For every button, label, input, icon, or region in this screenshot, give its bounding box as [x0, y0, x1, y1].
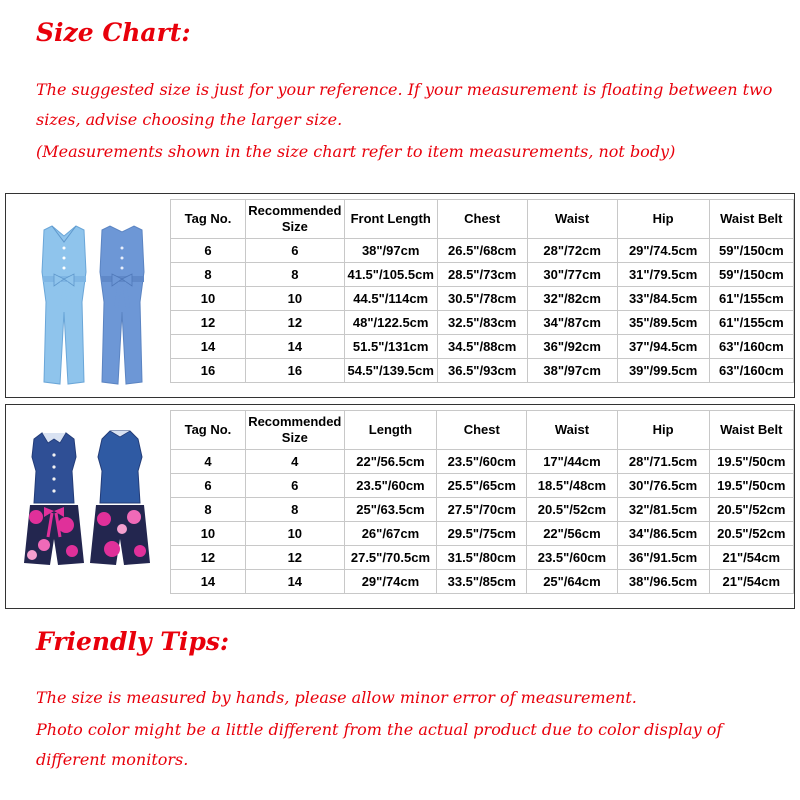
cell-waist-belt: 63"/160cm	[709, 359, 793, 383]
cell-length: 25"/63.5cm	[344, 498, 437, 522]
cell-hip: 32"/81.5cm	[617, 498, 709, 522]
cell-waist-belt: 21"/54cm	[709, 570, 793, 594]
cell-tag: 14	[171, 335, 246, 359]
cell-tag: 10	[171, 287, 246, 311]
romper-image	[14, 413, 164, 603]
cell-recommended: 12	[245, 546, 344, 570]
cell-chest: 26.5"/68cm	[437, 239, 527, 263]
tip-line-1: The size is measured by hands, please allow minor error of measurement.	[36, 688, 637, 707]
cell-tag: 6	[171, 474, 246, 498]
header-recommended-size: Recommended Size	[245, 411, 344, 450]
header-waist-belt: Waist Belt	[709, 411, 793, 450]
cell-length: 51.5"/131cm	[344, 335, 437, 359]
cell-hip: 33"/84.5cm	[617, 287, 709, 311]
header-recommended-size: Recommended Size	[245, 200, 344, 239]
cell-waist-belt: 19.5"/50cm	[709, 450, 793, 474]
cell-recommended: 8	[245, 498, 344, 522]
cell-tag: 8	[171, 263, 246, 287]
cell-length: 23.5"/60cm	[344, 474, 437, 498]
cell-waist-belt: 20.5"/52cm	[709, 498, 793, 522]
header-hip: Hip	[617, 411, 709, 450]
table-header-row	[171, 200, 794, 239]
header-chest: Chest	[437, 411, 527, 450]
cell-waist: 28"/72cm	[527, 239, 617, 263]
cell-waist-belt: 63"/160cm	[709, 335, 793, 359]
header-tag-no: Tag No.	[171, 200, 246, 239]
cell-recommended: 8	[245, 263, 344, 287]
cell-length: 41.5"/105.5cm	[344, 263, 437, 287]
cell-hip: 39"/99.5cm	[617, 359, 709, 383]
size-panel-jumpsuit	[5, 193, 795, 398]
table-row	[171, 498, 794, 522]
table-row	[171, 239, 794, 263]
cell-hip: 30"/76.5cm	[617, 474, 709, 498]
header-front-length: Front Length	[344, 200, 437, 239]
product-photo-romper	[14, 413, 164, 603]
cell-recommended: 12	[245, 311, 344, 335]
cell-waist-belt: 20.5"/52cm	[709, 522, 793, 546]
cell-recommended: 6	[245, 474, 344, 498]
cell-waist-belt: 59"/150cm	[709, 263, 793, 287]
cell-waist-belt: 61"/155cm	[709, 287, 793, 311]
header-waist-belt: Waist Belt	[709, 200, 793, 239]
cell-length: 29"/74cm	[344, 570, 437, 594]
cell-recommended: 16	[245, 359, 344, 383]
header-waist: Waist	[527, 200, 617, 239]
cell-waist: 20.5"/52cm	[527, 498, 617, 522]
table-row	[171, 359, 794, 383]
cell-recommended: 4	[245, 450, 344, 474]
cell-chest: 33.5"/85cm	[437, 570, 527, 594]
size-chart-title: Size Chart:	[36, 18, 191, 47]
cell-waist-belt: 21"/54cm	[709, 546, 793, 570]
cell-waist: 34"/87cm	[527, 311, 617, 335]
cell-hip: 34"/86.5cm	[617, 522, 709, 546]
cell-waist: 18.5"/48cm	[527, 474, 617, 498]
cell-hip: 38"/96.5cm	[617, 570, 709, 594]
cell-length: 48"/122.5cm	[344, 311, 437, 335]
size-note-line-1: The suggested size is just for your reference. If your measurement is floating between two	[36, 80, 773, 99]
header-tag-no: Tag No.	[171, 411, 246, 450]
cell-chest: 25.5"/65cm	[437, 474, 527, 498]
table-row	[171, 522, 794, 546]
table-row	[171, 287, 794, 311]
cell-waist: 38"/97cm	[527, 359, 617, 383]
table-row	[171, 570, 794, 594]
cell-chest: 34.5"/88cm	[437, 335, 527, 359]
cell-chest: 30.5"/78cm	[437, 287, 527, 311]
table-row	[171, 450, 794, 474]
table-header-row	[171, 411, 794, 450]
cell-waist: 32"/82cm	[527, 287, 617, 311]
cell-waist: 17"/44cm	[527, 450, 617, 474]
table-row	[171, 546, 794, 570]
table-row	[171, 335, 794, 359]
cell-hip: 31"/79.5cm	[617, 263, 709, 287]
cell-waist-belt: 59"/150cm	[709, 239, 793, 263]
table-row	[171, 263, 794, 287]
size-note-line-2: sizes, advise choosing the larger size.	[36, 110, 343, 129]
cell-chest: 29.5"/75cm	[437, 522, 527, 546]
cell-length: 54.5"/139.5cm	[344, 359, 437, 383]
cell-length: 22"/56.5cm	[344, 450, 437, 474]
cell-waist: 30"/77cm	[527, 263, 617, 287]
jumpsuit-image	[14, 202, 164, 392]
cell-waist: 36"/92cm	[527, 335, 617, 359]
cell-tag: 6	[171, 239, 246, 263]
cell-length: 27.5"/70.5cm	[344, 546, 437, 570]
size-panel-romper	[5, 404, 795, 609]
cell-recommended: 6	[245, 239, 344, 263]
friendly-tips-title: Friendly Tips:	[36, 627, 230, 656]
cell-tag: 12	[171, 546, 246, 570]
cell-hip: 29"/74.5cm	[617, 239, 709, 263]
table-row	[171, 474, 794, 498]
cell-tag: 14	[171, 570, 246, 594]
cell-chest: 23.5"/60cm	[437, 450, 527, 474]
cell-recommended: 10	[245, 287, 344, 311]
cell-chest: 32.5"/83cm	[437, 311, 527, 335]
tip-line-3: different monitors.	[36, 750, 189, 769]
cell-recommended: 14	[245, 570, 344, 594]
cell-waist-belt: 61"/155cm	[709, 311, 793, 335]
cell-chest: 28.5"/73cm	[437, 263, 527, 287]
cell-chest: 31.5"/80cm	[437, 546, 527, 570]
header-chest: Chest	[437, 200, 527, 239]
cell-tag: 8	[171, 498, 246, 522]
cell-hip: 37"/94.5cm	[617, 335, 709, 359]
product-photo-jumpsuit	[14, 202, 164, 392]
cell-tag: 4	[171, 450, 246, 474]
tip-line-2: Photo color might be a little different from the actual product due to color display of	[36, 720, 723, 739]
table-row	[171, 311, 794, 335]
cell-recommended: 10	[245, 522, 344, 546]
size-note-line-3: (Measurements shown in the size chart refer to item measurements, not body)	[36, 142, 676, 161]
cell-waist: 25"/64cm	[527, 570, 617, 594]
cell-length: 38"/97cm	[344, 239, 437, 263]
cell-hip: 28"/71.5cm	[617, 450, 709, 474]
cell-waist-belt: 19.5"/50cm	[709, 474, 793, 498]
size-table-romper	[170, 410, 794, 594]
cell-chest: 36.5"/93cm	[437, 359, 527, 383]
header-waist: Waist	[527, 411, 617, 450]
cell-tag: 12	[171, 311, 246, 335]
header-length: Length	[344, 411, 437, 450]
header-hip: Hip	[617, 200, 709, 239]
cell-length: 44.5"/114cm	[344, 287, 437, 311]
size-table-jumpsuit	[170, 199, 794, 383]
cell-waist: 23.5"/60cm	[527, 546, 617, 570]
cell-hip: 35"/89.5cm	[617, 311, 709, 335]
cell-tag: 10	[171, 522, 246, 546]
cell-waist: 22"/56cm	[527, 522, 617, 546]
cell-tag: 16	[171, 359, 246, 383]
cell-length: 26"/67cm	[344, 522, 437, 546]
cell-chest: 27.5"/70cm	[437, 498, 527, 522]
cell-recommended: 14	[245, 335, 344, 359]
cell-hip: 36"/91.5cm	[617, 546, 709, 570]
